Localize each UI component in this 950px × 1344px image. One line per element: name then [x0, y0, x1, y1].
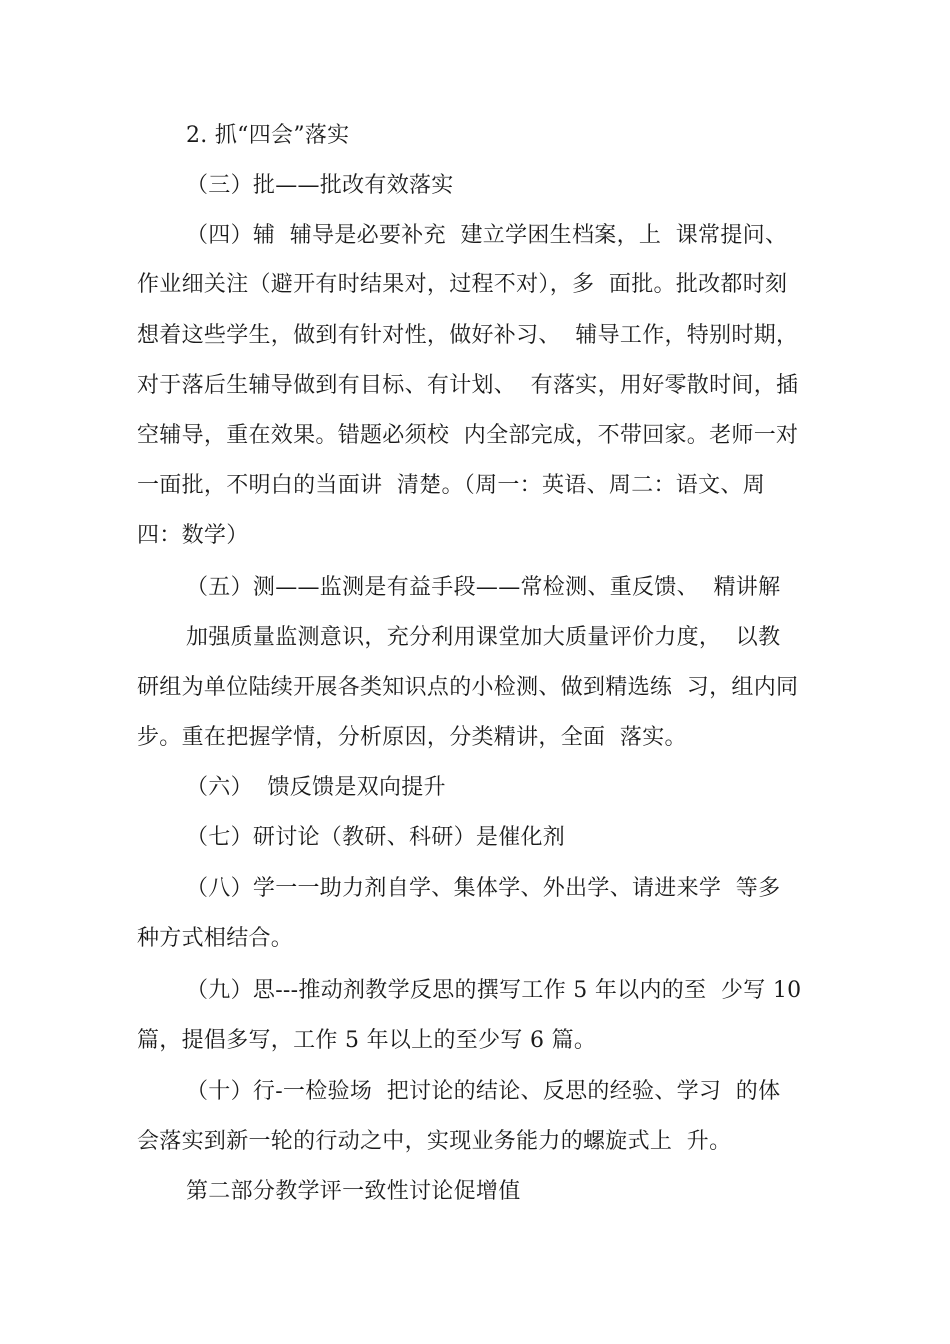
heading-four-skills: 2. 抓“四会”落实: [186, 123, 350, 148]
paragraph-line: 步。重在把握学情，分析原因，分类精讲，全面 落实。: [137, 725, 687, 750]
paragraph-line: 对于落后生辅导做到有目标、有计划、 有落实，用好零散时间，插: [137, 373, 799, 398]
paragraph-line: （四）辅 辅导是必要补充 建立学困生档案，上 课常提问、: [186, 223, 788, 248]
paragraph-line: 研组为单位陆续开展各类知识点的小检测、做到精选练 习，组内同: [137, 675, 799, 700]
section-five-heading: （五）测——监测是有益手段——常检测、重反馈、 精讲解: [186, 575, 781, 600]
paragraph-line: 加强质量监测意识，充分利用课堂加大质量评价力度， 以教: [186, 625, 781, 650]
paragraph-line: 四：数学）: [137, 523, 249, 548]
paragraph-line: 空辅导，重在效果。错题必须校 内全部完成，不带回家。老师一对: [137, 423, 799, 448]
paragraph-line: 篇，提倡多写，工作 5 年以上的至少写 6 篇。: [137, 1028, 597, 1053]
paragraph-line: 会落实到新一轮的行动之中，实现业务能力的螺旋式上 升。: [137, 1129, 732, 1154]
paragraph-line: 种方式相结合。: [137, 926, 294, 951]
part-two-heading: 第二部分教学评一致性讨论促增值: [186, 1179, 521, 1204]
paragraph-line: 作业细关注（避开有时结果对，过程不对），多 面批。批改都时刻: [137, 272, 788, 297]
paragraph-line: 想着这些学生，做到有针对性，做好补习、 辅导工作，特别时期，: [137, 323, 799, 348]
section-three-heading: （三）批——批改有效落实: [186, 173, 454, 198]
section-nine-line: （九）思---推动剂教学反思的撰写工作 5 年以内的至 少写 10: [186, 978, 802, 1003]
section-six-heading: （六） 馈反馈是双向提升: [186, 775, 446, 800]
section-seven-heading: （七）研讨论（教研、科研）是催化剂: [186, 825, 566, 850]
section-eight-line: （八）学一一助力剂自学、集体学、外出学、请进来学 等多: [186, 876, 781, 901]
section-ten-line: （十）行-一检验场 把讨论的结论、反思的经验、学习 的体: [186, 1079, 781, 1104]
paragraph-line: 一面批，不明白的当面讲 清楚。（周一：英语、周二：语文、周: [137, 473, 765, 498]
